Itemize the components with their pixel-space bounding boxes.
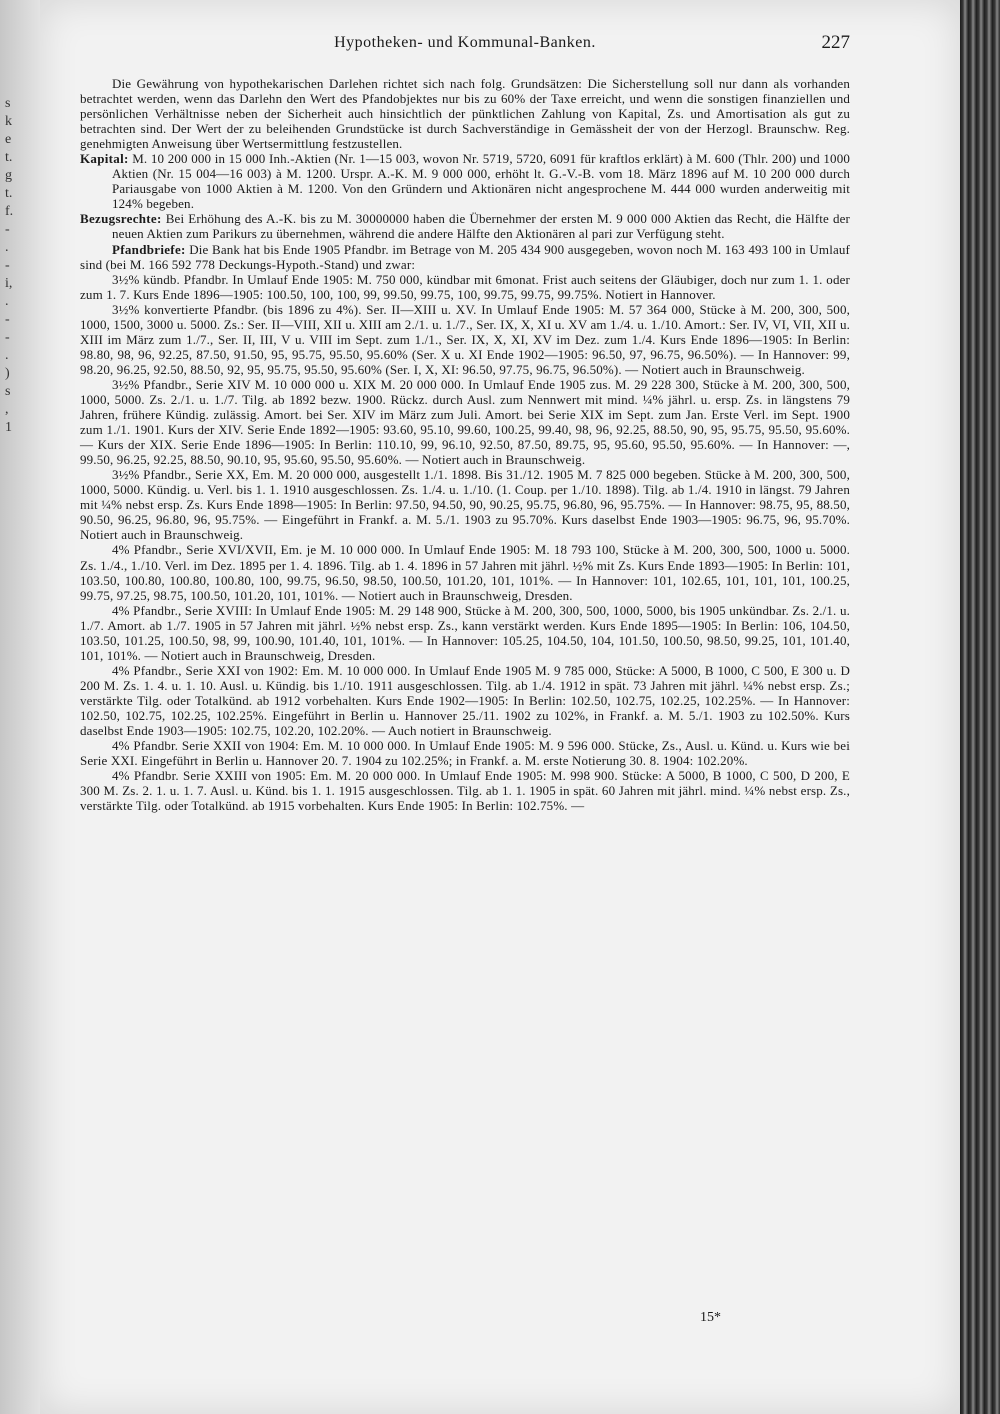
adjacent-page-fragment: i,: [5, 276, 13, 291]
paragraph: [80, 272, 850, 302]
adjacent-page-fragment: f.: [5, 204, 14, 219]
paragraph-label: Kapital:: [80, 151, 129, 167]
paragraph: [80, 76, 850, 151]
adjacent-page-fragment: 1: [5, 420, 12, 435]
paragraph: [80, 663, 850, 738]
adjacent-page-fragment: .: [5, 348, 9, 363]
adjacent-page-fragment: t.: [5, 150, 13, 165]
paragraph: [80, 467, 850, 542]
paragraph-text: Bei Erhöhung des A.-K. bis zu M. 30000000 haben die Übernehmer der ersten M. 9 000 000 Aktien das Recht, die Hälfte der neuen Aktien zum Parikurs zu übernehmen, während die andere Hälfte den Aktionären al pari zur Verfügung steht.: [112, 211, 850, 242]
page-header: [80, 30, 850, 58]
running-title: Hypotheken- und Kommunal-Banken.: [334, 34, 596, 51]
paragraph-text: M. 10 200 000 in 15 000 Inh.-Aktien (Nr. 1—15 003, wovon Nr. 5719, 5720, 6091 für kraftlos erklärt) à M. 600 (Thlr. 200) und 1000 Aktien (Nr. 15 004—16 003) à M. 1200. Urspr. A.-K. M. 9 000 000, erhöht lt. G.-V.-B. vom 18. März 1896 auf M. 10 200 000 durch Pariausgabe von 1000 Aktien à M. 1200. Von den Gründern und Aktionären nicht angesprochene M. 444 000 wurden anderweitig mit 124% begeben.: [112, 151, 850, 212]
paragraph: [80, 542, 850, 602]
adjacent-page-fragment: s: [5, 384, 11, 399]
paragraph-text: 4% Pfandbr. Serie XXIII von 1905: Em. M. 20 000 000. In Umlauf Ende 1905: M. 998 900. Stücke: A 5000, B 1000, C 500, D 200, E 300 M. Zs. 2. 1. u. 1. 7. Ausl. u. Künd. bis 1. 1. 1915 ausgeschlossen. Tilg. ab 1. 1. 1905 in spät. 60 Jahren mit jährl. mind. ¼% nebst ersp. Zs., verstärkte Tilg. oder Totalkünd. ab 1915 vorbehalten. Kurs Ende 1905: In Berlin: 102.75%. —: [80, 768, 850, 814]
page-number: 227: [821, 32, 850, 53]
adjacent-page-fragment: .: [5, 294, 9, 309]
article-body: [80, 76, 850, 813]
paragraph: [80, 738, 850, 768]
book-spine-edge: [960, 0, 1000, 1414]
adjacent-page-edge: [0, 0, 40, 1414]
paragraph: [80, 377, 850, 467]
signature-mark: 15*: [700, 1310, 721, 1325]
paragraph-text: 4% Pfandbr., Serie XVIII: In Umlauf Ende 1905: M. 29 148 900, Stücke à M. 200, 300, 500, 1000, 5000, bis 1905 unkündbar. Zs. 2./1. u. 1./7. Amort. ab 1./7. 1905 in 57 Jahren mit jährl. ½% nebst ersp. Zs., kann verstärkt werden. Kurs Ende 1895—1905: In Berlin: 106, 104.50, 103.50, 101.25, 100.50, 98, 99, 100.90, 101.40, 101, 101%. — In Hannover: 105.25, 104.50, 104, 101.50, 100.50, 98.50, 99.25, 101, 101.40, 101, 101%. — Notiert auch in Braunschweig, Dresden.: [80, 602, 850, 663]
paragraph-text: 3½% konvertierte Pfandbr. (bis 1896 zu 4%). Ser. II—XIII u. XV. In Umlauf Ende 1905: M. 57 364 000, Stücke à M. 200, 300, 500, 1000, 1500, 3000 u. 5000. Zs.: Ser. II—VIII, XII u. XIII am 2./1. u. 1./7., Ser. IX, X, XI u. XV am 1./4. u. 1./10. Amort.: Ser. IV, VI, VII, XII u. XIII im März zum 1./7., Ser. II, III, V u. VIII im Sept. zum 1./1., Ser. IX, X, XI, XV im Dez. zum 1./4. Kurs Ende 1896—1905: In Berlin: 98.80, 98, 96, 92.25, 87.50, 91.50, 95, 95.75, 95.50, 95.60% (Ser. X u. XI Ende 1902—1905: 96.50, 97, 96.75, 96.50%). — In Hannover: 99, 98.20, 96.25, 92.50, 88.50, 92, 95, 95.75, 95.50, 95.60% (Ser. I, X, XI: 96.50, 97.75, 96.75, 96.50%). — Notiert auch in Braunschweig.: [80, 301, 850, 377]
paragraph: [80, 211, 850, 241]
adjacent-page-fragment: ,: [5, 402, 9, 417]
adjacent-page-fragment: -: [5, 330, 10, 345]
adjacent-page-fragment: t.: [5, 186, 13, 201]
adjacent-page-fragment: -: [5, 258, 10, 273]
paragraph-text: 3½% Pfandbr., Serie XX, Em. M. 20 000 000, ausgestellt 1./1. 1898. Bis 31./12. 1905 M. 7 825 000 begeben. Stücke à M. 200, 300, 500, 1000, 5000. Kündig. u. Verl. bis 1. 1. 1910 ausgeschlossen. Zs. 1./4. u. 1./10. (1. Coup. per 1./10. 1898). Tilg. ab 1./4. 1910 in längst. 79 Jahren mit ¼% nebst ersp. Zs. Kurs Ende 1898—1905: In Berlin: 97.50, 94.50, 90, 90.25, 95.75, 96.80, 96, 95.75%. — In Hannover: 98.75, 95, 88.50, 90.50, 96.25, 96.80, 96, 95.75%. — Eingeführt in Frankf. a. M. 5./1. 1903 zu 95.70%. Kurs daselbst Ende 1903—1905: 96.75, 96, 95.70%. Notiert auch in Braunschweig.: [80, 467, 850, 543]
paragraph-text: 4% Pfandbr., Serie XVI/XVII, Em. je M. 10 000 000. In Umlauf Ende 1905: M. 18 793 100, Stücke à M. 200, 300, 500, 1000 u. 5000. Zs. 1./4., 1./10. Verl. im Dez. 1895 per 1. 4. 1896. Tilg. ab 1. 4. 1896 in 57 Jahren mit jährl. ½% mit Zs. Kurs Ende 1893—1905: In Berlin: 101, 103.50, 100.80, 100.80, 100.80, 100, 99.75, 96.50, 98.50, 100.50, 101.20, 101, 101%. — In Hannover: 101, 102.65, 101, 101, 101, 100.25, 99.75, 97.25, 98.75, 100.50, 101.20, 101, 101%. — Notiert auch in Braunschweig, Dresden.: [80, 542, 850, 603]
paragraph-text: Die Gewährung von hypothekarischen Darlehen richtet sich nach folg. Grundsätzen: Die Sicherstellung soll nur dann als vorhanden betrachtet werden, wenn das Darlehn den Wert des Pfandobjektes nur bis zu 60% der Taxe erreicht, und wenn die sonstigen finanziellen und persönlichen Verhältnisse neben der Sicherheit auch hinsichtlich der pünktlichen Zahlung von Kapital, Zs. und Amortisation als gut zu betrachten sind. Der Wert der zu beleihenden Grundstücke ist durch Sachverständige in Gemässheit der von der Herzogl. Braunschw. Reg. genehmigten Anweisung über Wertsermittlung festzustellen.: [80, 76, 850, 152]
adjacent-page-fragment: e: [5, 132, 12, 147]
adjacent-page-fragment: k: [5, 114, 12, 129]
paragraph: [80, 242, 850, 272]
paragraph-text: 3½% Pfandbr., Serie XIV M. 10 000 000 u. XIX M. 20 000 000. In Umlauf Ende 1905 zus. M. 29 228 300, Stücke à M. 200, 300, 500, 1000, 5000. Zs. 2./1. u. 1./7. Tilg. ab 1892 bezw. 1900. Rückz. durch Ausl. zum Nennwert mit mind. ¼% jährl. u. ersp. Zs. in längstens 79 Jahren, frühere Kündig. zulässig. Amort. bei Ser. XIV im März zum Juli. Amort. bei Serie XIX im Sept. zum Jan. Erste Verl. im Sept. 1900 zum 1./1. 1901. Kurs der XIV. Serie Ende 1892—1905: 93.60, 95.10, 99.60, 100.25, 99.40, 98, 96, 92.25, 88.50, 90, 95, 95.75, 95.50, 95.60%. — Kurs der XIX. Serie Ende 1896—1905: In Berlin: 110.10, 99, 96.10, 92.50, 87.50, 89.75, 95, 95.60, 95.50, 95.60%. — In Hannover: —, 99.50, 96.25, 92.25, 88.50, 90.10, 95, 95.60, 95.50, 95.60%. — Notiert auch in Braunschweig.: [80, 376, 850, 468]
adjacent-page-fragment: .: [5, 240, 9, 255]
adjacent-page-fragment: -: [5, 222, 10, 237]
adjacent-page-fragment: s: [5, 96, 11, 111]
paragraph-label: Pfandbriefe:: [112, 241, 186, 257]
paragraph: [80, 603, 850, 663]
paragraph: [80, 302, 850, 377]
paragraph: [80, 151, 850, 211]
paragraph-text: 3½% kündb. Pfandbr. In Umlauf Ende 1905: M. 750 000, kündbar mit 6monat. Frist auch seitens der Gläubiger, doch nur zum 1. 1. oder zum 1. 7. Kurs Ende 1896—1905: 100.50, 100, 100, 99, 99.50, 99.75, 100, 99.75, 99.75, 99.75%. Notiert in Hannover.: [80, 271, 850, 302]
adjacent-page-fragment: ): [5, 366, 10, 381]
paragraph-text: Die Bank hat bis Ende 1905 Pfandbr. im Betrage von M. 205 434 900 ausgegeben, wovon noch M. 163 493 100 in Umlauf sind (bei M. 166 592 778 Deckungs-Hypoth.-Stand) und zwar:: [80, 241, 851, 272]
paragraph-text: 4% Pfandbr., Serie XXI von 1902: Em. M. 10 000 000. In Umlauf Ende 1905 M. 9 785 000, Stücke: A 5000, B 1000, C 500, E 300 u. D 200 M. Zs. 1. 4. u. 1. 10. Ausl. u. Kündig. bis 1./10. 1911 ausgeschlossen. Tilg. ab 1./4. 1912 in spät. 73 Jahren mit jährl. ¼% nebst ersp. Zs.; verstärkte Tilg. oder Totalkünd. ab 1912 vorbehalten. Kurs Ende 1902—1905: In Berlin: 102.50, 102.75, 102.25, 102.25%. — In Hannover: 102.50, 102.75, 102.25, 102.25%. Eingeführt in Berlin u. Hannover 25./11. 1902 zu 102%, in Frankf. a. M. 5./1. 1903 zu 102.50%. Kurs daselbst Ende 1903—1905: 102.75, 102.20, 102.20%. — Auch notiert in Braunschweig.: [80, 662, 850, 739]
adjacent-page-fragment: -: [5, 312, 10, 327]
paragraph: [80, 768, 850, 813]
paragraph-text: 4% Pfandbr. Serie XXII von 1904: Em. M. 10 000 000. In Umlauf Ende 1905: M. 9 596 000. Stücke, Zs., Ausl. u. Künd. u. Kurs wie bei Serie XXI. Eingeführt in Berlin u. Hannover 20. 7. 1904 zu 102.25%; in Frankf. a. M. erste Notierung 30. 8. 1904: 102.20%.: [80, 738, 850, 769]
paragraph-label: Bezugsrechte:: [80, 211, 162, 227]
adjacent-page-fragment: g: [5, 168, 12, 183]
